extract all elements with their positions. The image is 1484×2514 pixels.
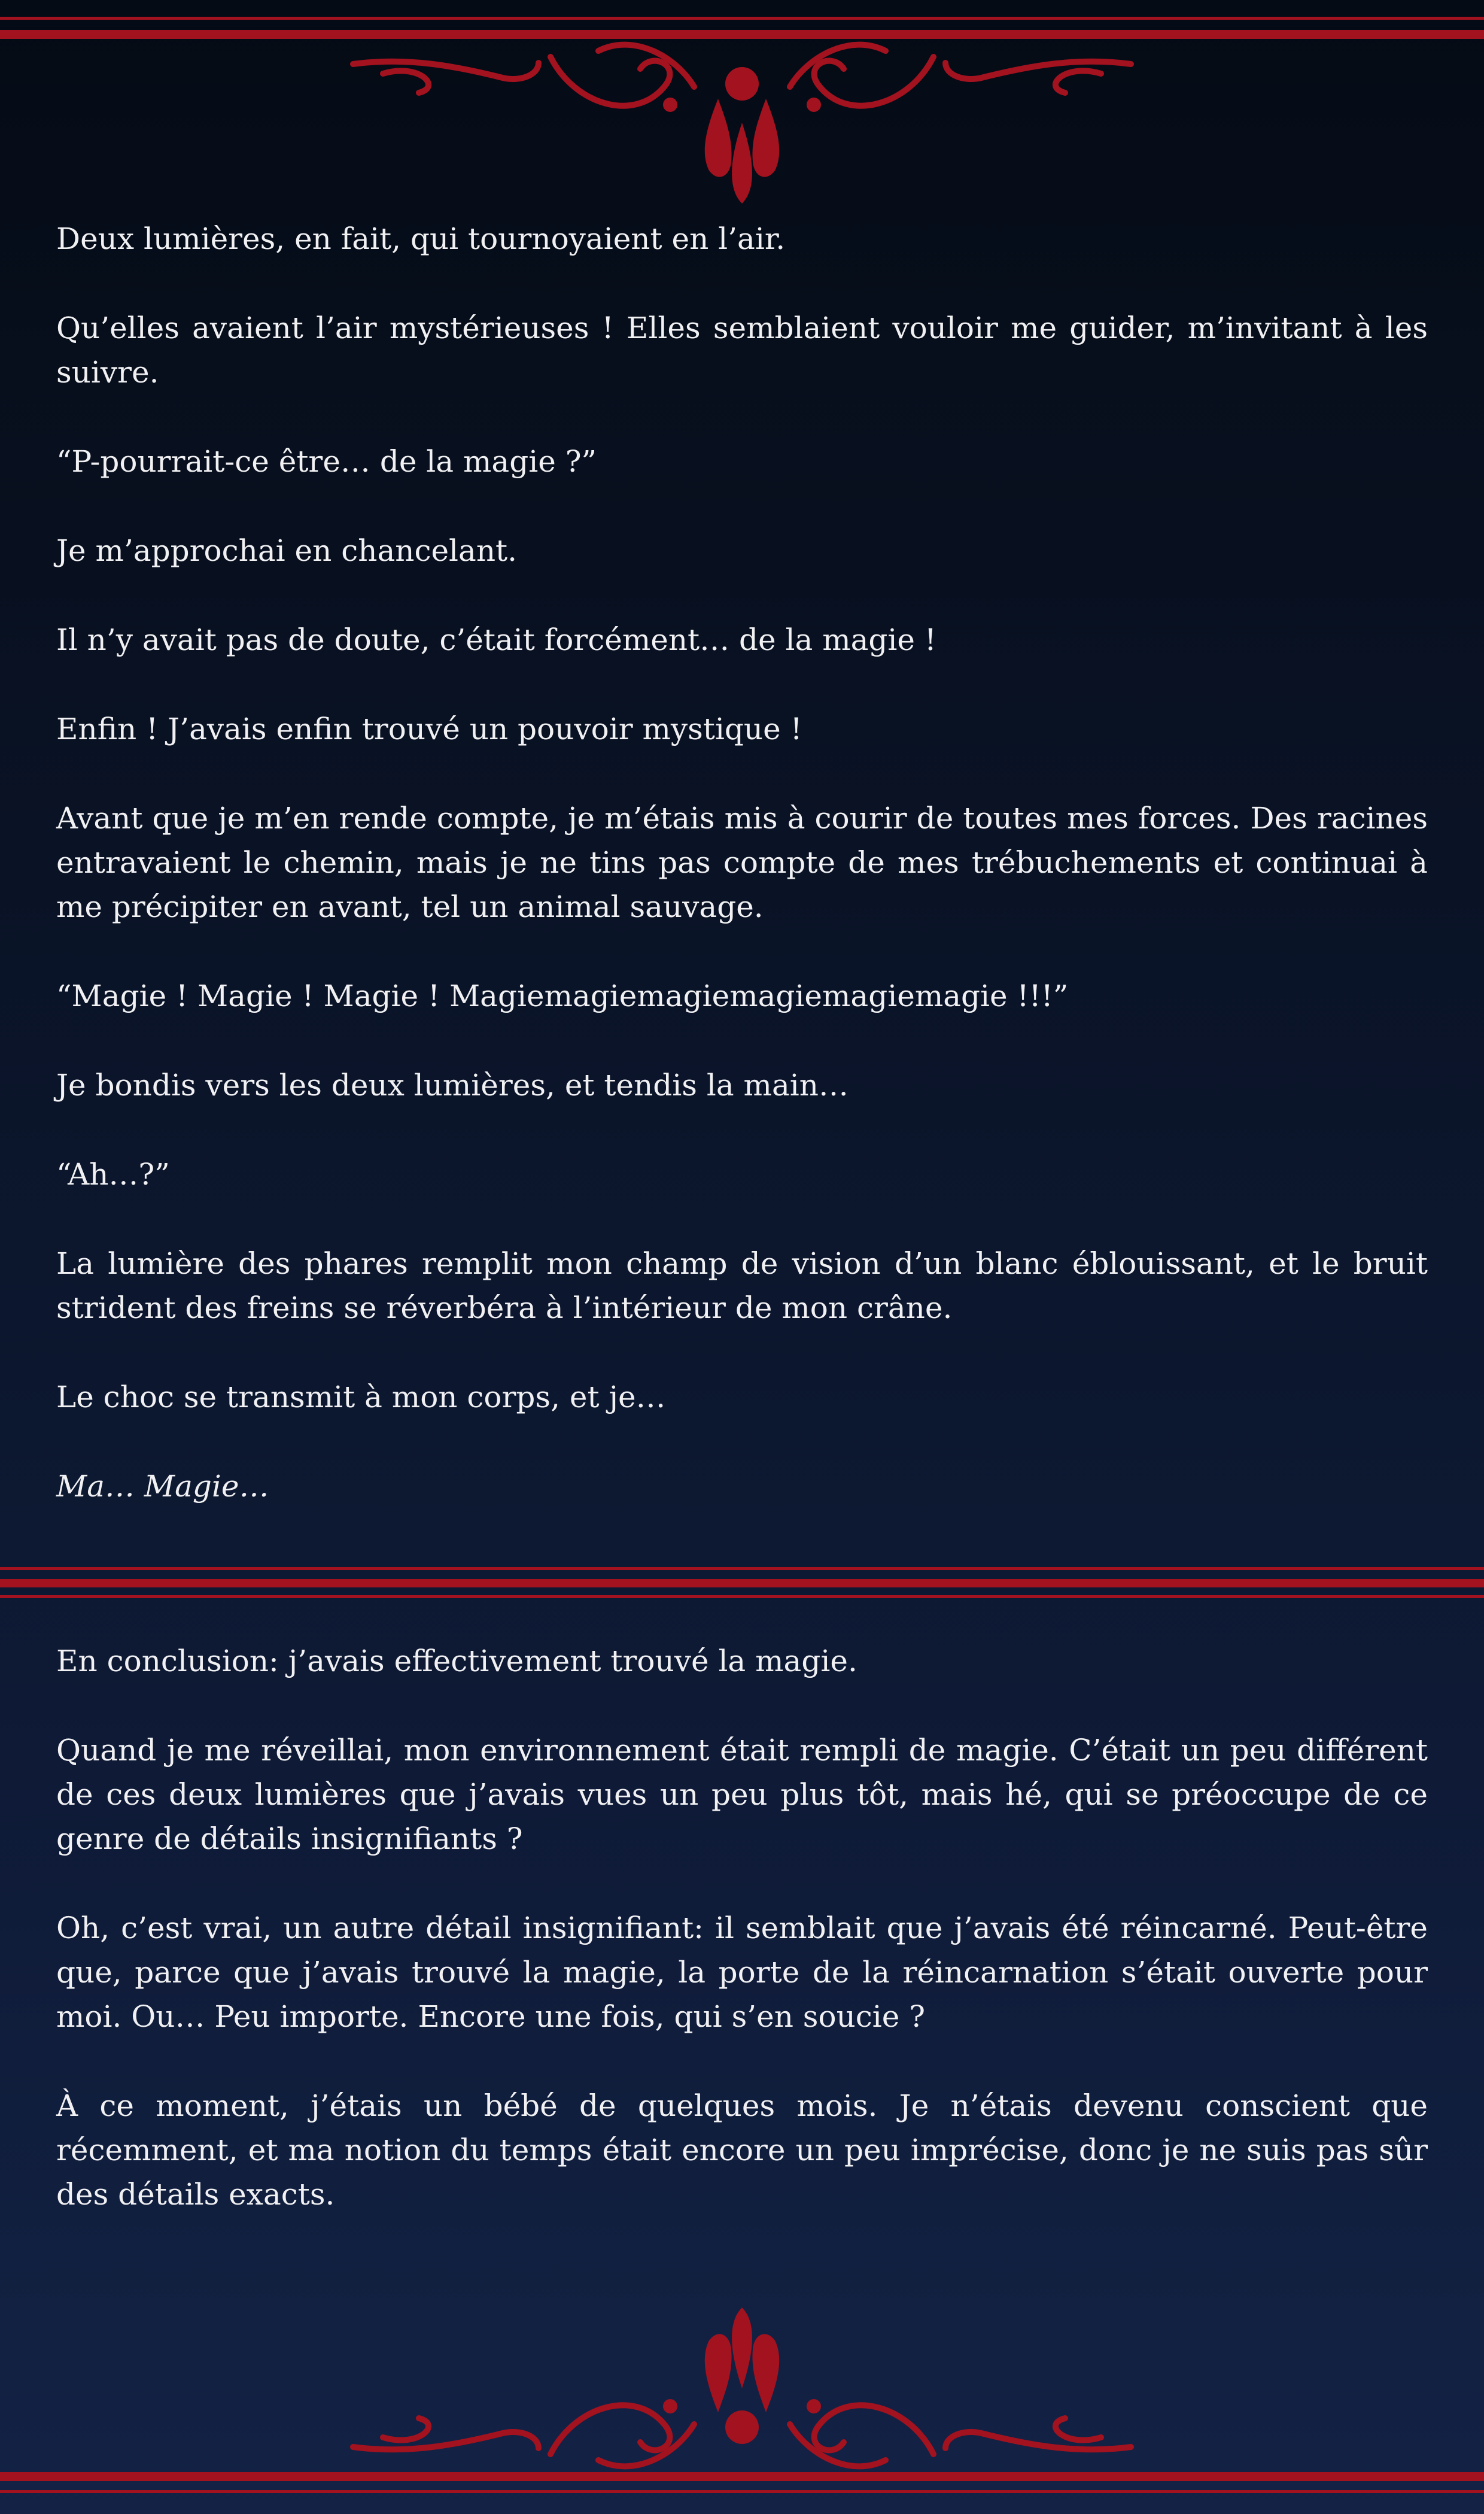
paragraph: Qu’elles avaient l’air mystérieuses ! Elles semblaient vouloir me guider, m’invitant à les suivre. [56,311,1428,390]
paragraph: Je m’approchai en chancelant. [56,533,518,568]
bottom-flourish-ornament [0,2304,1484,2478]
paragraph: Enfin ! J’avais enfin trouvé un pouvoir mystique ! [56,712,802,746]
dialogue-line: “P-pourrait-ce être… de la magie ?” [56,444,597,479]
story-section-1 [56,217,1428,1553]
paragraph: Oh, c’est vrai, un autre détail insignifiant: il semblait que j’avais été réincarné. Peut-être que, parce que j’avais trouvé la magie, la porte de la réincarnation s’était ouverte pour moi. Ou… Peu importe. Encore une fois, qui s’en soucie ? [56,1911,1428,2034]
dialogue-line: “Magie ! Magie ! Magie ! Magiemagiemagiemagiemagiemagie !!!” [56,979,1069,1013]
scene-divider-thin-top [0,1567,1484,1570]
top-flourish-ornament [0,33,1484,207]
paragraph: Je bondis vers les deux lumières, et tendis la main… [56,1068,849,1103]
dialogue-line: “Ah…?” [56,1157,170,1192]
top-border-thin [0,17,1484,20]
bottom-border-thin [0,2490,1484,2493]
scene-divider-thick [0,1579,1484,1587]
paragraph: Il n’y avait pas de doute, c’était forcément… de la magie ! [56,623,936,657]
scene-divider-thin-bottom [0,1595,1484,1598]
paragraph: Avant que je m’en rende compte, je m’étais mis à courir de toutes mes forces. Des racines entravaient le chemin, mais je ne tins pas compte de mes trébuchements et continuai à me précipiter en avant, tel un animal sauvage. [56,801,1428,924]
paragraph: Deux lumières, en fait, qui tournoyaient en l’air. [56,221,786,256]
paragraph: La lumière des phares remplit mon champ de vision d’un blanc éblouissant, et le bruit strident des freins se réverbéra à l’intérieur de mon crâne. [56,1246,1428,1325]
italic-thought-line: Ma… Magie… [56,1469,269,1504]
paragraph: Le choc se transmit à mon corps, et je… [56,1380,666,1414]
story-section-2 [56,1639,1428,2261]
bottom-border-thick [0,2472,1484,2481]
paragraph: À ce moment, j’étais un bébé de quelques mois. Je n’étais devenu conscient que récemment, et ma notion du temps était encore un peu imprécise, donc je ne suis pas sûr des détails exacts. [56,2088,1428,2212]
paragraph: Quand je me réveillai, mon environnement était rempli de magie. C’était un peu différent de ces deux lumières que j’avais vues un peu plus tôt, mais hé, qui se préoccupe de ce genre de détails insignifiants ? [56,1733,1428,1856]
paragraph: En conclusion: j’avais effectivement trouvé la magie. [56,1644,857,1678]
